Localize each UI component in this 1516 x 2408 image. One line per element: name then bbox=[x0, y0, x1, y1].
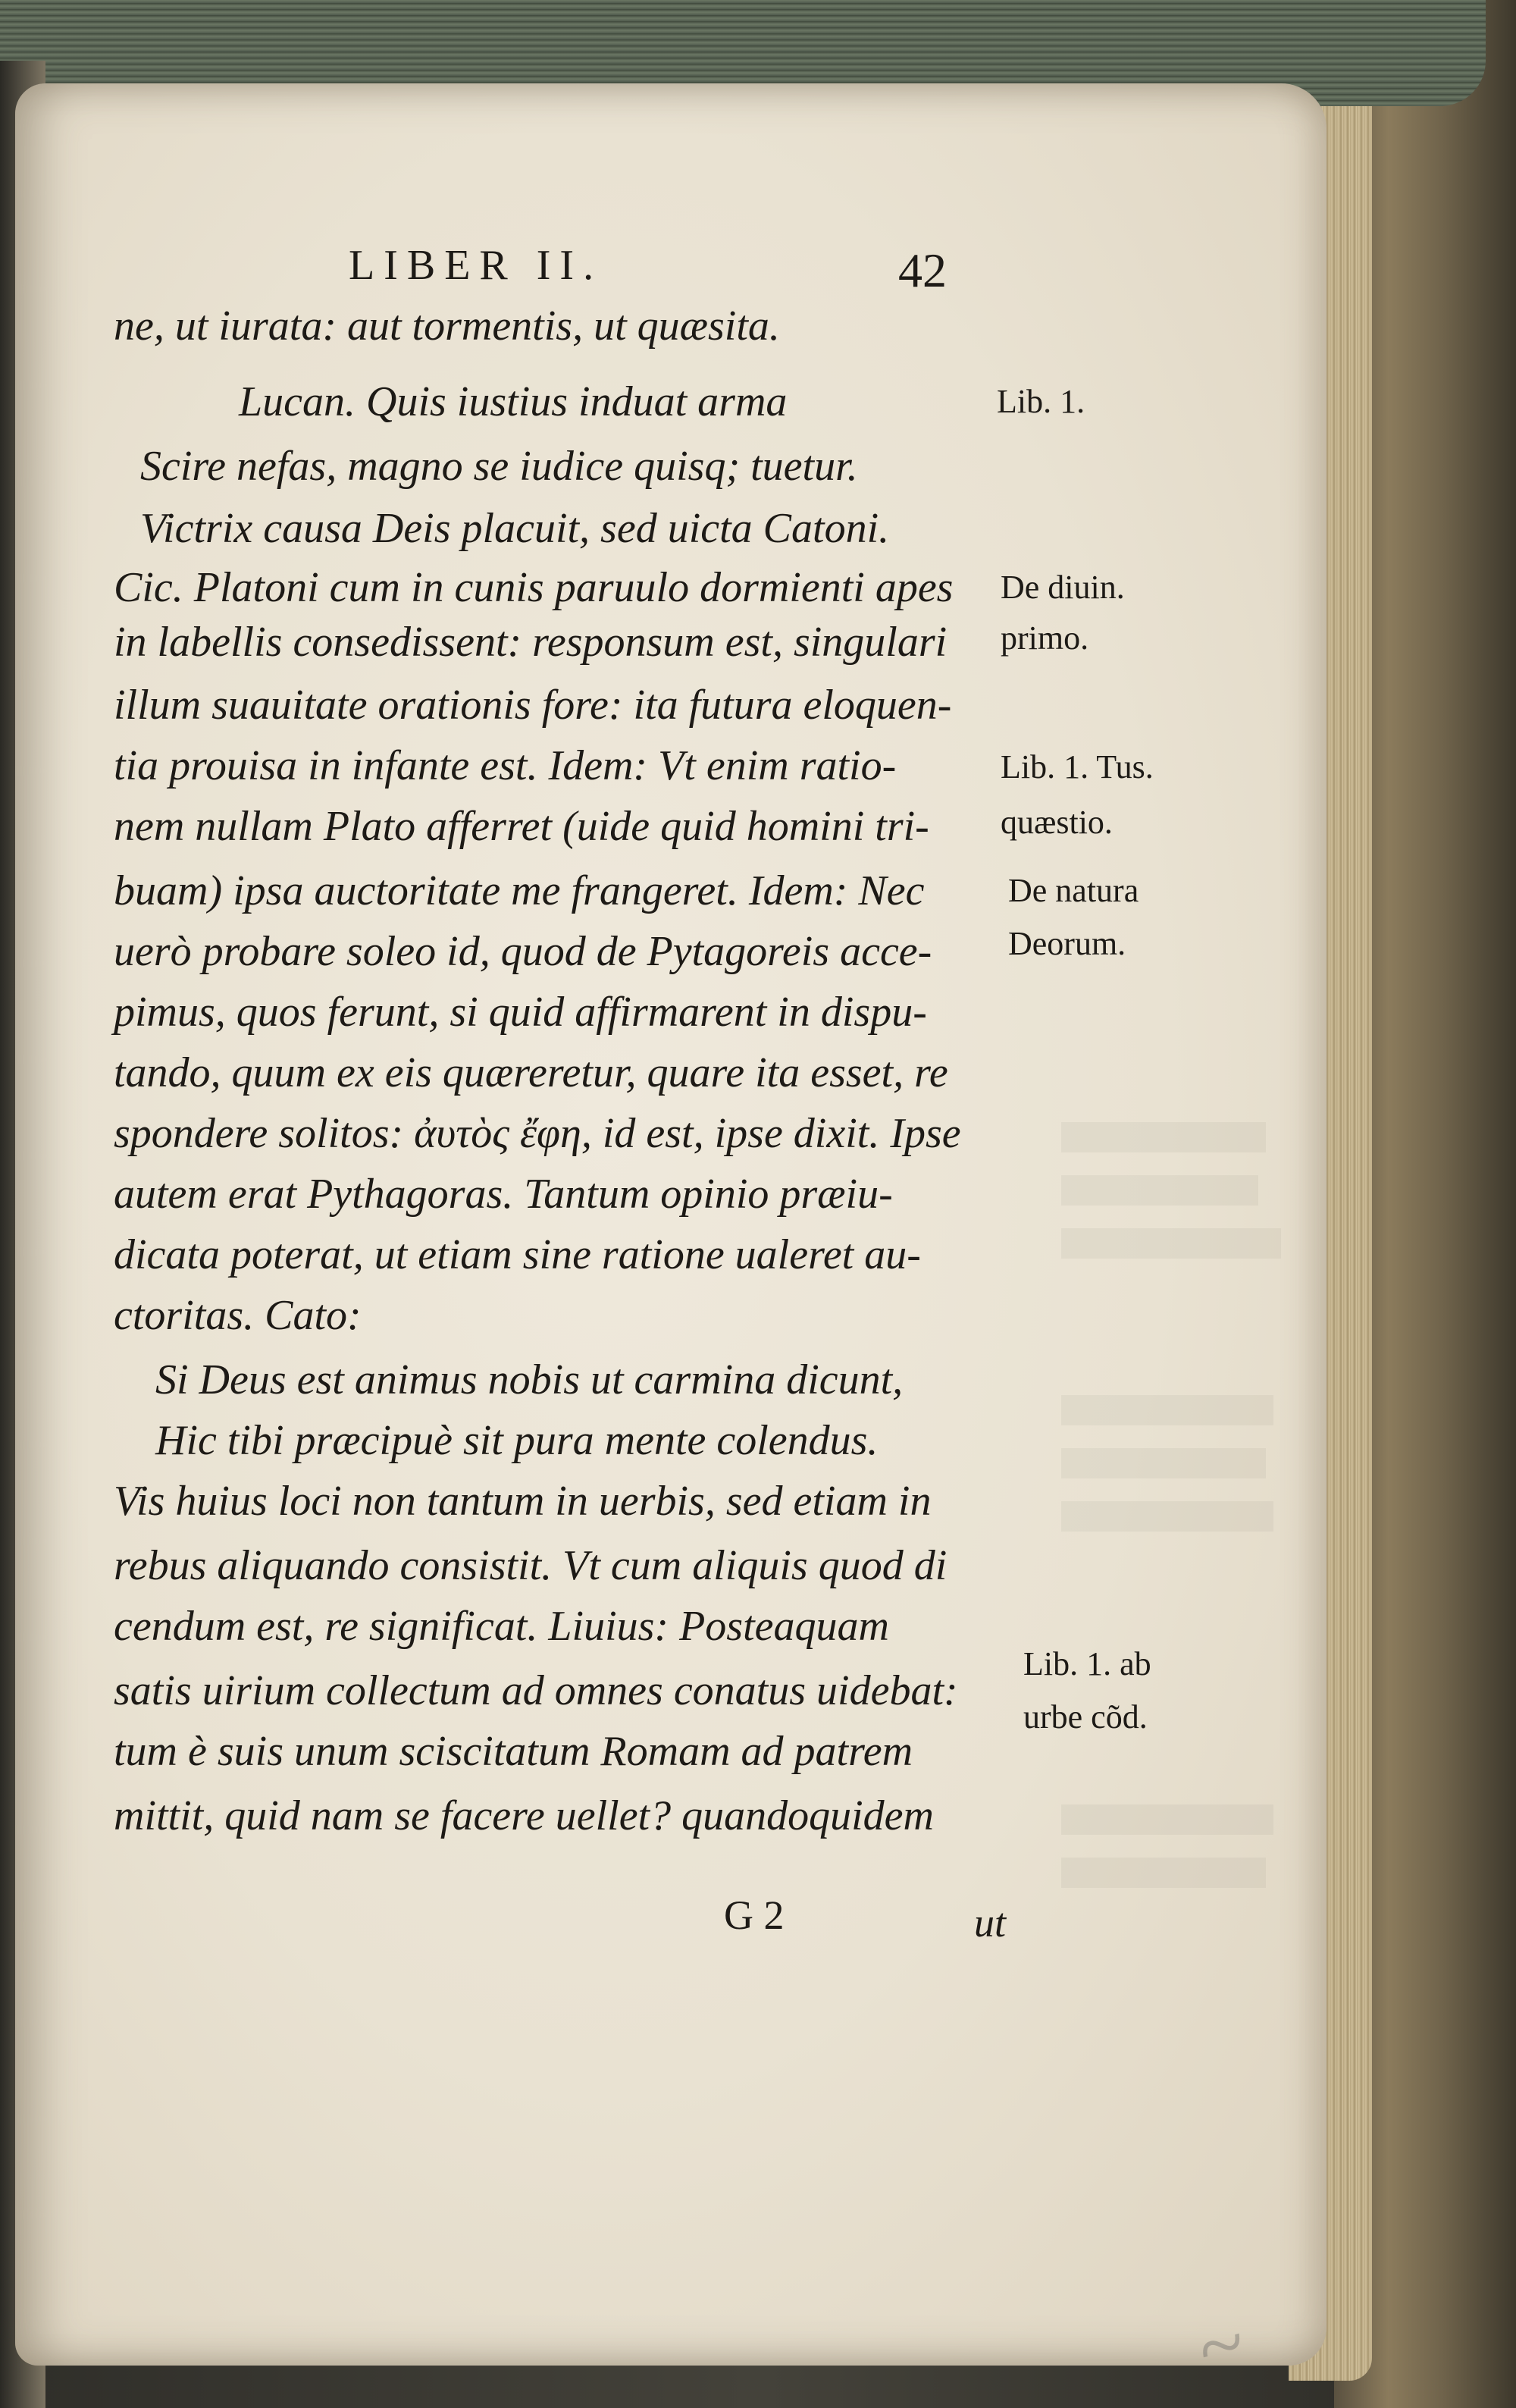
text-line: in labellis consedissent: responsum est, singulari bbox=[114, 619, 948, 666]
bleed-through-mark bbox=[1061, 1858, 1266, 1888]
marginal-note: Lib. 1. Tus. bbox=[1001, 748, 1154, 785]
text-line: cendum est, re significat. Liuius: Posteaquam bbox=[114, 1603, 889, 1650]
marginal-note: quæstio. bbox=[1001, 804, 1113, 841]
text-line: Victrix causa Deis placuit, sed uicta Catoni. bbox=[140, 505, 890, 552]
text-line: ne, ut iurata: aut tormentis, ut quæsita. bbox=[114, 303, 780, 350]
marginal-note: Lib. 1. bbox=[997, 383, 1085, 420]
text-line: Cic. Platoni cum in cunis paruulo dormienti apes bbox=[114, 564, 954, 611]
marginal-note: Deorum. bbox=[1008, 925, 1126, 962]
page-number: 42 bbox=[898, 243, 947, 297]
text-line: tando, quum ex eis quæreretur, quare ita esset, re bbox=[114, 1049, 948, 1096]
text-line: mittit, quid nam se facere uellet? quandoquidem bbox=[114, 1792, 934, 1839]
text-line: Vis huius loci non tantum in uerbis, sed etiam in bbox=[114, 1478, 932, 1525]
pencil-mark: ~ bbox=[1186, 2294, 1254, 2396]
running-title: LIBER II. bbox=[349, 242, 603, 289]
text-line: nem nullam Plato afferret (uide quid homini tri- bbox=[114, 803, 929, 850]
text-line: dicata poterat, ut etiam sine ratione ualeret au- bbox=[114, 1231, 921, 1278]
text-line: buam) ipsa auctoritate me frangeret. Idem: Nec bbox=[114, 867, 925, 914]
marginal-note: Lib. 1. ab bbox=[1023, 1645, 1151, 1682]
text-line: ctoritas. Cato: bbox=[114, 1292, 362, 1339]
bleed-through-mark bbox=[1061, 1395, 1273, 1425]
text-line: spondere solitos: ἀυτὸς ἔφη, id est, ipse dixit. Ipse bbox=[114, 1110, 961, 1157]
text-line: pimus, quos ferunt, si quid affirmarent in dispu- bbox=[114, 989, 927, 1036]
bleed-through-mark bbox=[1061, 1804, 1273, 1835]
text-line: tia prouisa in infante est. Idem: Vt enim ratio- bbox=[114, 742, 897, 789]
marginal-note: De natura bbox=[1008, 872, 1139, 909]
bleed-through-mark bbox=[1061, 1175, 1258, 1206]
bleed-through-mark bbox=[1061, 1228, 1281, 1259]
bleed-through-mark bbox=[1061, 1501, 1273, 1532]
signature-mark: G 2 bbox=[724, 1892, 785, 1938]
marginal-note: urbe cõd. bbox=[1023, 1698, 1148, 1735]
text-line: Lucan. Quis iustius induat arma bbox=[239, 378, 788, 425]
catchword: ut bbox=[974, 1900, 1007, 1946]
text-line: Hic tibi præcipuè sit pura mente colendus. bbox=[155, 1417, 879, 1464]
text-line: uerò probare soleo id, quod de Pytagoreis acce- bbox=[114, 928, 932, 975]
text-line: satis uirium collectum ad omnes conatus uidebat: bbox=[114, 1667, 958, 1714]
text-line: Si Deus est animus nobis ut carmina dicunt, bbox=[155, 1356, 904, 1403]
bleed-through-mark bbox=[1061, 1448, 1266, 1478]
marginal-note: primo. bbox=[1001, 619, 1089, 657]
text-line: autem erat Pythagoras. Tantum opinio præiu- bbox=[114, 1171, 893, 1218]
text-line: tum è suis unum sciscitatum Romam ad patrem bbox=[114, 1728, 913, 1775]
bleed-through-mark bbox=[1061, 1122, 1266, 1152]
text-line: illum suauitate orationis fore: ita futura eloquen- bbox=[114, 682, 952, 729]
text-line: Scire nefas, magno se iudice quisq; tuetur. bbox=[140, 443, 858, 490]
text-line: rebus aliquando consistit. Vt cum aliquis quod di bbox=[114, 1542, 948, 1589]
marginal-note: De diuin. bbox=[1001, 569, 1125, 606]
